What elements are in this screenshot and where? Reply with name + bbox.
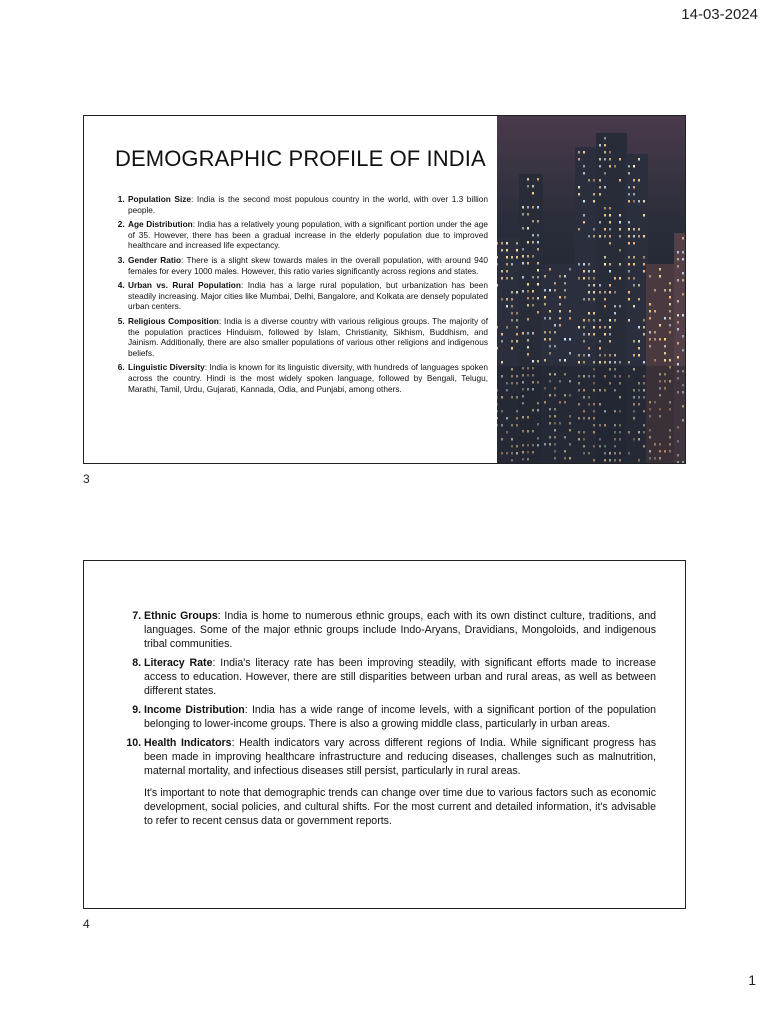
item-term: Gender Ratio — [128, 254, 182, 265]
item-term: Religious Composition — [128, 315, 219, 326]
item-term: Ethnic Groups — [144, 610, 218, 622]
city-skyline-image — [497, 116, 685, 463]
item-text: : India's literacy rate has been improving steadily, with significant efforts made to increase access to education. However, there are still disparities between urban and rural areas, as well as between different states. — [144, 657, 656, 697]
item-text: : India has a large rural population, but urbanization has been steadily increasing. Major cities like Mumbai, Delhi, Bangalore, and Kolkata are densely populated urban centers. — [128, 280, 488, 312]
item-term: Linguistic Diversity — [128, 362, 205, 373]
item-text: : There is a slight skew towards males in the overall population, with around 940 females for every 1000 males. However, this ratio varies significantly across regions and states. — [128, 254, 488, 276]
list-item — [127, 316, 488, 358]
list-item — [144, 609, 656, 651]
slide-number: 4 — [83, 917, 90, 931]
slide-4 — [83, 560, 686, 909]
list-item — [127, 362, 488, 394]
slide-title: DEMOGRAPHIC PROFILE OF INDIA — [115, 146, 486, 171]
item-text: : India is known for its linguistic diversity, with hundreds of languages spoken across the country. Hindi is the most widely spoken language, followed by Bengali, Telugu, Marathi, Tamil, Urdu, Gujarati, Kannada, Odia, and Punjabi, among others. — [128, 362, 488, 394]
city-skyline-photo — [497, 116, 685, 463]
list-item — [144, 736, 656, 828]
item-term: Age Distribution — [128, 219, 193, 230]
item-term: Income Distribution — [144, 704, 245, 716]
list-item — [144, 656, 656, 698]
item-text: : India is a diverse country with various religious groups. The majority of the population practices Hinduism, followed by Islam, Christianity, Sikhism, Buddhism, and Jainism. Additionally, there are also smaller populations of various other religions and indigenous beliefs. — [128, 315, 489, 358]
list-item — [144, 703, 656, 731]
item-term: Health Indicators — [144, 737, 232, 749]
closing-paragraph: It's important to note that demographic trends can change over time due to various factors such as economic development, social policies, and cultural shifts. For the most current and detailed information, it's advisable to refer to recent census data or government reports. — [144, 787, 656, 827]
list-item — [127, 280, 488, 312]
item-text: : India is home to numerous ethnic groups, each with its own distinct culture, traditions, and languages. Some of the major ethnic groups include Indo-Aryans, Dravidians, Mongoloids, and indigenous tribal communities. — [144, 610, 657, 650]
list-item — [127, 219, 488, 251]
demographic-list-continued — [128, 609, 656, 833]
item-text: : India has a relatively young population, with a significant portion under the age of 35. However, there has been a gradual increase in the elderly population due to improved healthcare and increased life expectancy. — [128, 219, 488, 251]
item-term: Urban vs. Rural Population — [128, 280, 241, 291]
item-text: : India is the second most populous country in the world, with over 1.3 billion people. — [128, 194, 488, 215]
slide-number: 3 — [83, 472, 90, 486]
item-term: Literacy Rate — [144, 657, 213, 669]
list-item — [127, 194, 488, 215]
list-item — [127, 255, 488, 276]
print-date: 14-03-2024 — [681, 6, 758, 23]
demographic-list — [110, 194, 488, 398]
slide-3 — [83, 115, 686, 464]
item-text: : India has a wide range of income levels, with a significant portion of the population belonging to lower-income groups. There is also a growing middle class, particularly in urban areas. — [144, 704, 656, 730]
page-number: 1 — [748, 972, 756, 988]
item-term: Population Size — [128, 194, 192, 204]
item-text: : Health indicators vary across different regions of India. While significant progress has been made in improving healthcare infrastructure and reducing diseases, challenges such as malnutrition, maternal mortality, and infectious diseases still persist, particularly in rural areas. — [144, 737, 656, 777]
